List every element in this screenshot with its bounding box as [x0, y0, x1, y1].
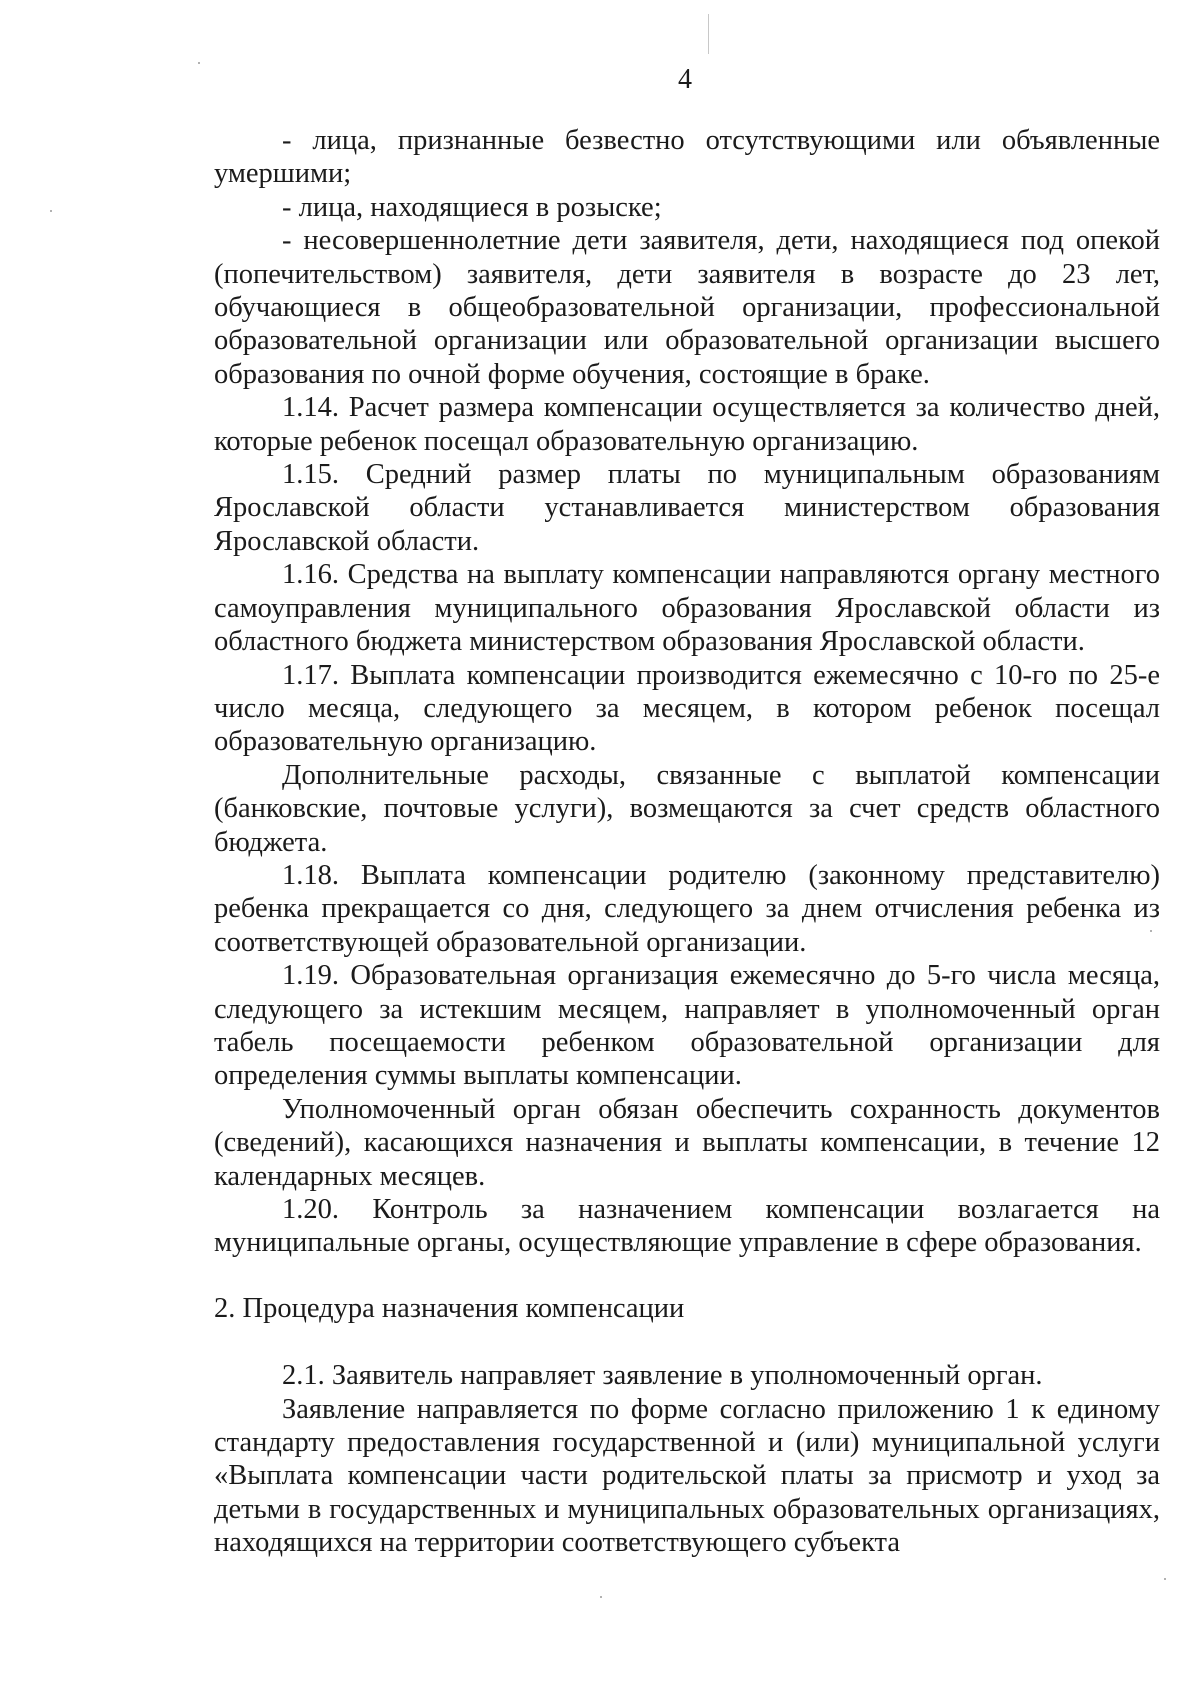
- paragraph-application-form: Заявление направляется по форме согласно приложению 1 к единому стандарту предоставления государственной и (или) муниципальной услуги «Выплата компенсации части родительской платы за присмотр и уход за детьми в государственных и муниципальных образовательных организациях, находящихся на территории соответствующего субъекта: [214, 1393, 1160, 1559]
- paragraph-1-14: 1.14. Расчет размера компенсации осуществляется за количество дней, которые ребенок посещал образовательную организацию.: [214, 392, 1160, 457]
- paragraph-minor-children: - несовершеннолетние дети заявителя, дети, находящиеся под опекой (попечительством) заявителя, дети заявителя в возрасте до 23 лет, обучающиеся в общеобразовательной организации, профессиональной образовательной организации или образовательной организации высшего образования по очной форме обучения, состоящие в браке.: [214, 225, 1160, 390]
- scan-artifact-dot: [50, 210, 52, 212]
- paragraph-1-15: 1.15. Средний размер платы по муниципальным образованиям Ярославской области устанавливается министерством образования Ярославской области.: [214, 459, 1160, 557]
- scan-artifact-line: [708, 14, 709, 54]
- paragraph-1-19: 1.19. Образовательная организация ежемесячно до 5-го числа месяца, следующего за истекшим месяцем, направляет в уполномоченный орган табель посещаемости ребенком образовательной организации для определения суммы выплаты компенсации.: [214, 960, 1160, 1092]
- paragraph-additional-expenses: Дополнительные расходы, связанные с выплатой компенсации (банковские, почтовые услуги), возмещаются за счет средств областного бюджета.: [214, 759, 1160, 858]
- scan-artifact-dot: [1164, 1578, 1166, 1580]
- paragraph-1-18: 1.18. Выплата компенсации родителю (законному представителю) ребенка прекращается со дня, следующего за днем отчисления ребенка из соответствующей образовательной организации.: [214, 859, 1160, 958]
- scan-artifact-dot: [600, 1596, 602, 1598]
- paragraph-document-safety: Уполномоченный орган обязан обеспечить сохранность документов (сведений), касающихся назначения и выплаты компенсации, в течение 12 календарных месяцев.: [214, 1093, 1160, 1192]
- paragraph-wanted-persons: - лица, находящиеся в розыске;: [282, 191, 662, 223]
- paragraph-1-17: 1.17. Выплата компенсации производится ежемесячно с 10-го по 25-е число месяца, следующего за месяцем, в котором ребенок посещал образовательную организацию.: [214, 659, 1160, 758]
- paragraph-2-1: 2.1. Заявитель направляет заявление в уполномоченный орган.: [282, 1360, 1043, 1392]
- paragraph-1-20: 1.20. Контроль за назначением компенсации возлагается на муниципальные органы, осуществляющие управление в сфере образования.: [214, 1194, 1160, 1259]
- paragraph-1-16: 1.16. Средства на выплату компенсации направляются органу местного самоуправления муниципального образования Ярославской области из областного бюджета министерством образования Ярославской области.: [214, 559, 1160, 658]
- page-number: 4: [678, 64, 692, 95]
- document-body: [214, 124, 1160, 1560]
- paragraph-missing-persons: - лица, признанные безвестно отсутствующими или объявленные умершими;: [214, 125, 1160, 190]
- section-heading: 2. Процедура назначения компенсации: [214, 1292, 685, 1324]
